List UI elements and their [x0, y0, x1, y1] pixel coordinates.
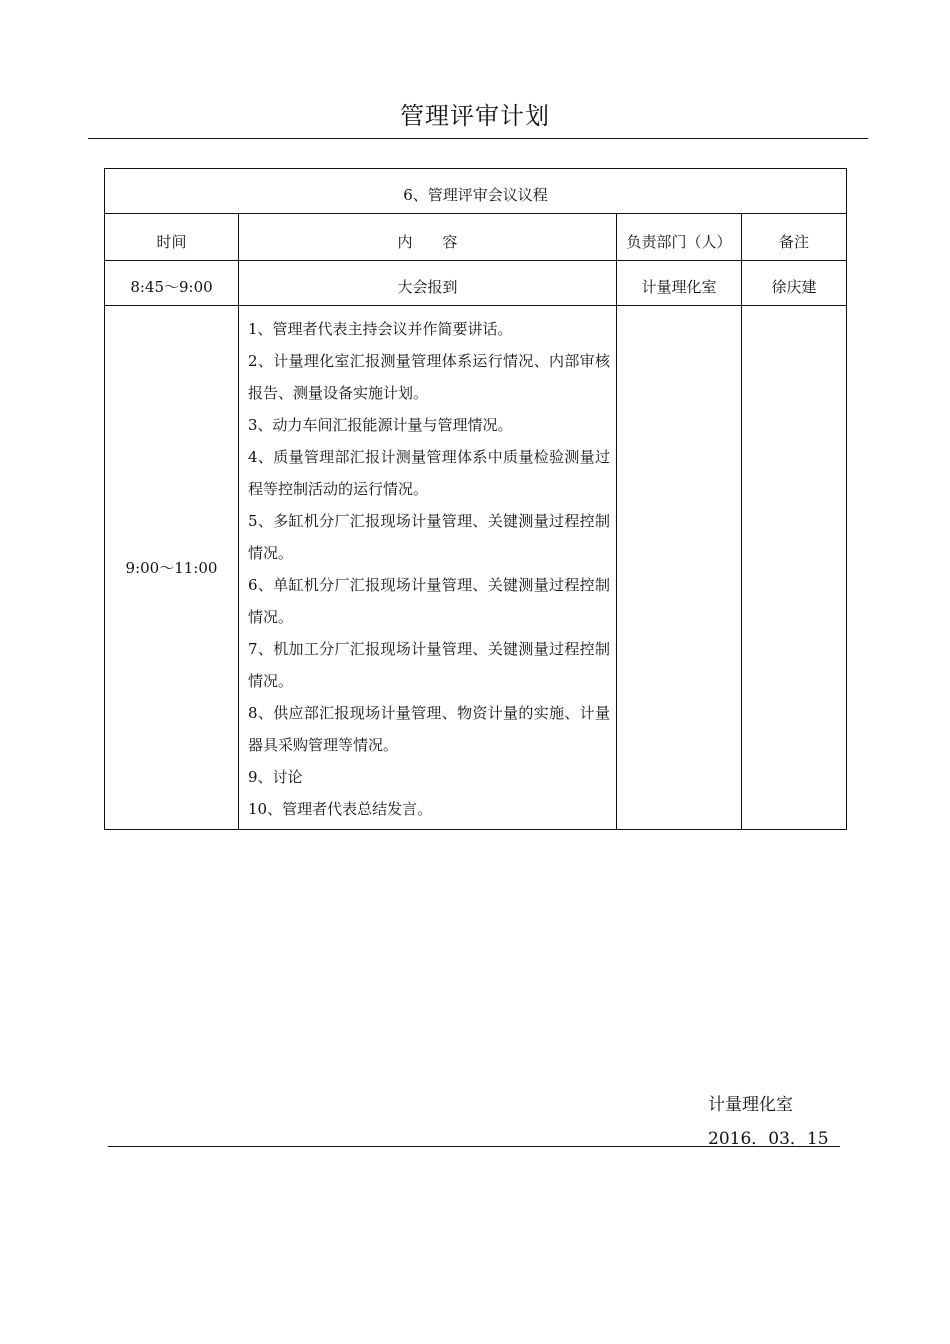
agenda-item: 1、管理者代表主持会议并作简要讲话。 [248, 320, 513, 338]
footer-rule [108, 1146, 840, 1147]
title-underline [88, 138, 868, 139]
agenda-header-row [105, 214, 847, 261]
table-row [105, 306, 847, 830]
agenda-item: 5、多缸机分厂汇报现场计量管理、关键测量过程控制情况。 [248, 512, 610, 562]
row-remark [742, 306, 847, 830]
header-dept: 负责部门（人） [617, 214, 742, 261]
row-dept: 计量理化室 [617, 261, 742, 306]
agenda-item: 3、动力车间汇报能源计量与管理情况。 [248, 416, 513, 434]
agenda-items [239, 306, 617, 830]
row-time: 8:45～9:00 [105, 261, 239, 306]
table-row [105, 261, 847, 306]
row-content: 大会报到 [239, 261, 617, 306]
agenda-item: 7、机加工分厂汇报现场计量管理、关键测量过程控制情况。 [248, 640, 610, 690]
row-remark: 徐庆建 [742, 261, 847, 306]
agenda-table [104, 168, 847, 830]
agenda-item: 2、计量理化室汇报测量管理体系运行情况、内部审核报告、测量设备实施计划。 [248, 352, 610, 402]
row-dept [617, 306, 742, 830]
agenda-caption: 6、管理评审会议议程 [105, 169, 847, 214]
agenda-item: 6、单缸机分厂汇报现场计量管理、关键测量过程控制情况。 [248, 576, 610, 626]
header-remark: 备注 [742, 214, 847, 261]
row-time: 9:00～11:00 [105, 306, 239, 830]
header-time: 时间 [105, 214, 239, 261]
agenda-item: 8、供应部汇报现场计量管理、物资计量的实施、计量器具采购管理等情况。 [248, 704, 610, 754]
agenda-item: 10、管理者代表总结发言。 [248, 800, 433, 818]
signature-department: 计量理化室 [708, 1095, 793, 1115]
signature-date: 2016．03．15 [708, 1129, 829, 1149]
agenda-item: 4、质量管理部汇报计测量管理体系中质量检验测量过程等控制活动的运行情况。 [248, 448, 610, 498]
header-content: 内 容 [239, 214, 617, 261]
document-title: 管理评审计划 [400, 102, 550, 130]
agenda-item: 9、讨论 [248, 768, 303, 786]
